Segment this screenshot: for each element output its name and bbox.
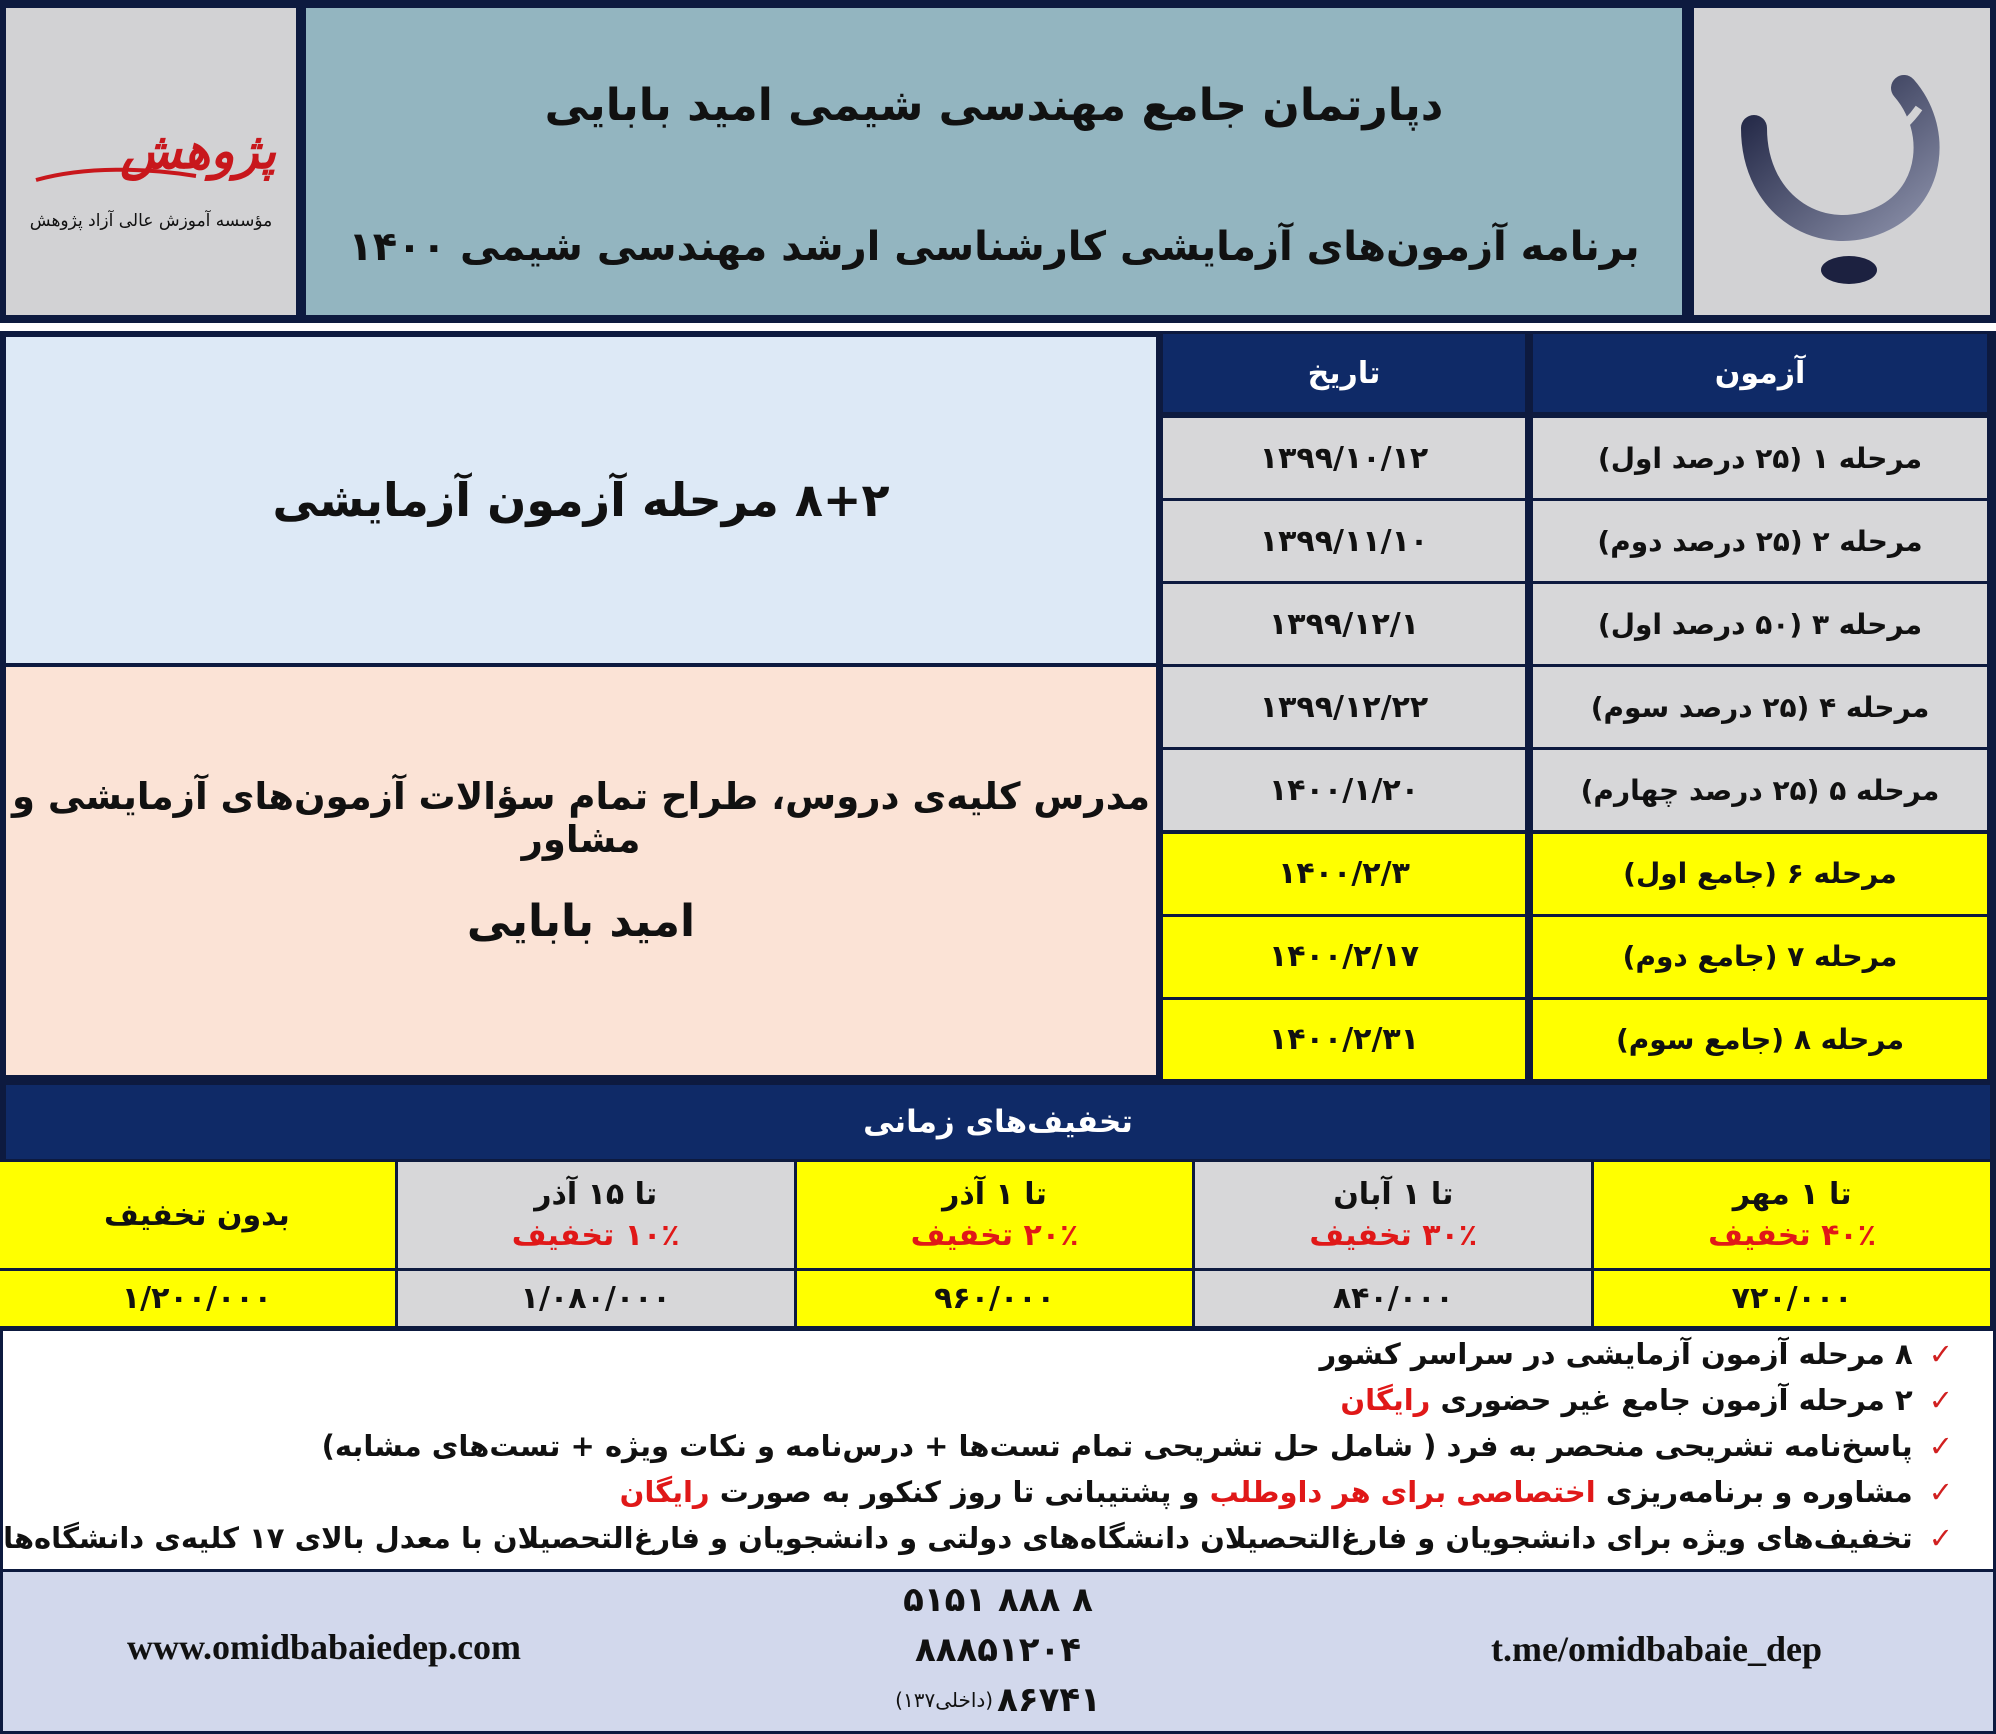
discount-percent: ۲۰٪ تخفیف — [910, 1218, 1079, 1253]
schedule-left-top — [6, 337, 1156, 663]
feature-text: مشاوره و برنامه‌ریزی — [1605, 1475, 1913, 1509]
feature-text: ۲ مرحله آزمون جامع غیر حضوری — [1440, 1383, 1913, 1417]
phone-3-row — [833, 1678, 1163, 1722]
page-subtitle: برنامه آزمون‌های آزمایشی کارشناسی ارشد مهندسی شیمی ۱۴۰۰ — [348, 224, 1640, 270]
feature-item — [1340, 1383, 1953, 1417]
exam-name-cell: مرحله ۱ (۲۵ درصد اول) — [1530, 415, 1990, 501]
exam-name-cell: مرحله ۲ (۲۵ درصد دوم) — [1530, 498, 1990, 584]
discount-deadline-cell — [0, 1159, 398, 1271]
instructor-line: مدرس کلیه‌ی دروس، طراح تمام سؤالات آزمون‌های آزمایشی و مشاور — [12, 775, 1150, 861]
discount-deadline: تا ۱۵ آذر — [534, 1177, 658, 1212]
discount-deadline-cell — [794, 1159, 1196, 1271]
exam-column-header: آزمون — [1530, 331, 1990, 415]
exam-name-cell: مرحله ۸ (جامع سوم) — [1530, 997, 1990, 1083]
discount-price-cell: ۱/۰۸۰/۰۰۰ — [395, 1268, 797, 1329]
feature-text: ۸ مرحله آزمون آزمایشی در سراسر کشور — [1319, 1337, 1913, 1371]
phone-3-extension: (داخلی۱۳۷) — [895, 1688, 994, 1712]
features-box — [0, 1331, 1996, 1569]
discount-price-cell: ۷۲۰/۰۰۰ — [1591, 1268, 1993, 1329]
discount-deadline-cell — [395, 1159, 797, 1271]
discount-percent: ۴۰٪ تخفیف — [1708, 1218, 1877, 1253]
exam-date-cell: ۱۳۹۹/۱۰/۱۲ — [1160, 415, 1528, 501]
discount-price-cell: ۱/۲۰۰/۰۰۰ — [0, 1268, 398, 1329]
discount-price-cell: ۸۴۰/۰۰۰ — [1192, 1268, 1594, 1329]
exam-name-cell: مرحله ۳ (۵۰ درصد اول) — [1530, 581, 1990, 667]
pajouhesh-caption: مؤسسه آموزش عالی آزاد پژوهش — [29, 211, 273, 231]
page-title: دپارتمان جامع مهندسی شیمی امید بابایی — [544, 79, 1444, 131]
discount-percent: ۱۰٪ تخفیف — [511, 1218, 680, 1253]
exam-name-cell: مرحله ۴ (۲۵ درصد سوم) — [1530, 664, 1990, 750]
feature-item — [1319, 1337, 1953, 1371]
exam-date-cell: ۱۳۹۹/۱۲/۱ — [1160, 581, 1528, 667]
exam-date-cell: ۱۴۰۰/۲/۳ — [1160, 831, 1528, 917]
feature-highlight: رایگان — [1340, 1383, 1431, 1417]
schedule-summary: ۸+۲ مرحله آزمون آزمایشی — [272, 473, 890, 527]
discount-deadline: تا ۱ مهر — [1732, 1177, 1852, 1212]
feature-item — [322, 1429, 1953, 1463]
check-icon: ✓ — [1928, 1429, 1953, 1463]
babaie-logo-icon — [1734, 48, 1954, 288]
exam-date-cell: ۱۳۹۹/۱۲/۲۲ — [1160, 664, 1528, 750]
discount-deadline-cell — [1192, 1159, 1594, 1271]
feature-text: پاسخ‌نامه تشریحی منحصر به فرد ( شامل حل تشریحی تمام تست‌ها + درس‌نامه و نکات ویژه + تست‌های مشابه) — [321, 1429, 1913, 1463]
discount-deadline: تا ۱ آبان — [1333, 1177, 1454, 1212]
feature-item — [3, 1521, 1953, 1555]
instructor-name: امید بابایی — [466, 895, 696, 947]
discount-price-cell: ۹۶۰/۰۰۰ — [794, 1268, 1196, 1329]
exam-date-cell: ۱۴۰۰/۲/۱۷ — [1160, 914, 1528, 1000]
phone-1: ۸ ۸۸۸ ۵۱۵۱ — [903, 1580, 1093, 1620]
phone-2: ۸۸۸۵۱۲۰۴ — [915, 1630, 1082, 1670]
pajouhesh-logo — [26, 118, 286, 198]
feature-highlight: اختصاصی برای هر داوطلب — [1209, 1475, 1596, 1509]
exam-date-cell: ۱۴۰۰/۲/۳۱ — [1160, 997, 1528, 1083]
feature-text: تخفیف‌های ویژه برای دانشجویان و فارغ‌التحصیلان دانشگاه‌های دولتی و دانشجویان و فارغ‌التحصیلان با معدل بالای ۱۷ کلیه‌ی دانشگاه‌ها — [3, 1521, 1913, 1555]
discount-deadline: تا ۱ آذر — [942, 1177, 1047, 1212]
discount-deadline: بدون تخفیف — [104, 1197, 290, 1233]
schedule-left-bottom — [6, 667, 1156, 1075]
website-link[interactable]: www.omidbabaiedep.com — [127, 1627, 522, 1667]
exam-date-cell: ۱۳۹۹/۱۱/۱۰ — [1160, 498, 1528, 584]
header-title-box — [306, 8, 1682, 315]
exam-name-cell: مرحله ۶ (جامع اول) — [1530, 831, 1990, 917]
feature-highlight-2: رایگان — [619, 1475, 710, 1509]
feature-item — [620, 1475, 1953, 1509]
check-icon: ✓ — [1928, 1383, 1953, 1417]
discount-deadline-cell — [1591, 1159, 1993, 1271]
date-column-header: تاریخ — [1160, 331, 1528, 415]
discount-percent: ۳۰٪ تخفیف — [1309, 1218, 1478, 1253]
check-icon: ✓ — [1928, 1337, 1953, 1371]
footer — [0, 1569, 1996, 1734]
pajouhesh-logo-text: پژوهش — [120, 122, 276, 180]
exam-name-cell: مرحله ۵ (۲۵ درصد چهارم) — [1530, 747, 1990, 833]
left-logo-box — [6, 8, 296, 315]
right-logo-box — [1694, 8, 1990, 315]
telegram-link[interactable]: t.me/omidbabaie_dep — [1491, 1629, 1823, 1669]
discounts-title: تخفیف‌های زمانی — [6, 1085, 1990, 1159]
check-icon: ✓ — [1928, 1475, 1953, 1509]
phone-3: ۸۶۷۴۱ — [997, 1680, 1101, 1720]
check-icon: ✓ — [1928, 1521, 1953, 1555]
feature-text-continued: و پشتیبانی تا روز کنکور به صورت — [719, 1475, 1200, 1509]
exam-name-cell: مرحله ۷ (جامع دوم) — [1530, 914, 1990, 1000]
exam-date-cell: ۱۴۰۰/۱/۲۰ — [1160, 747, 1528, 833]
